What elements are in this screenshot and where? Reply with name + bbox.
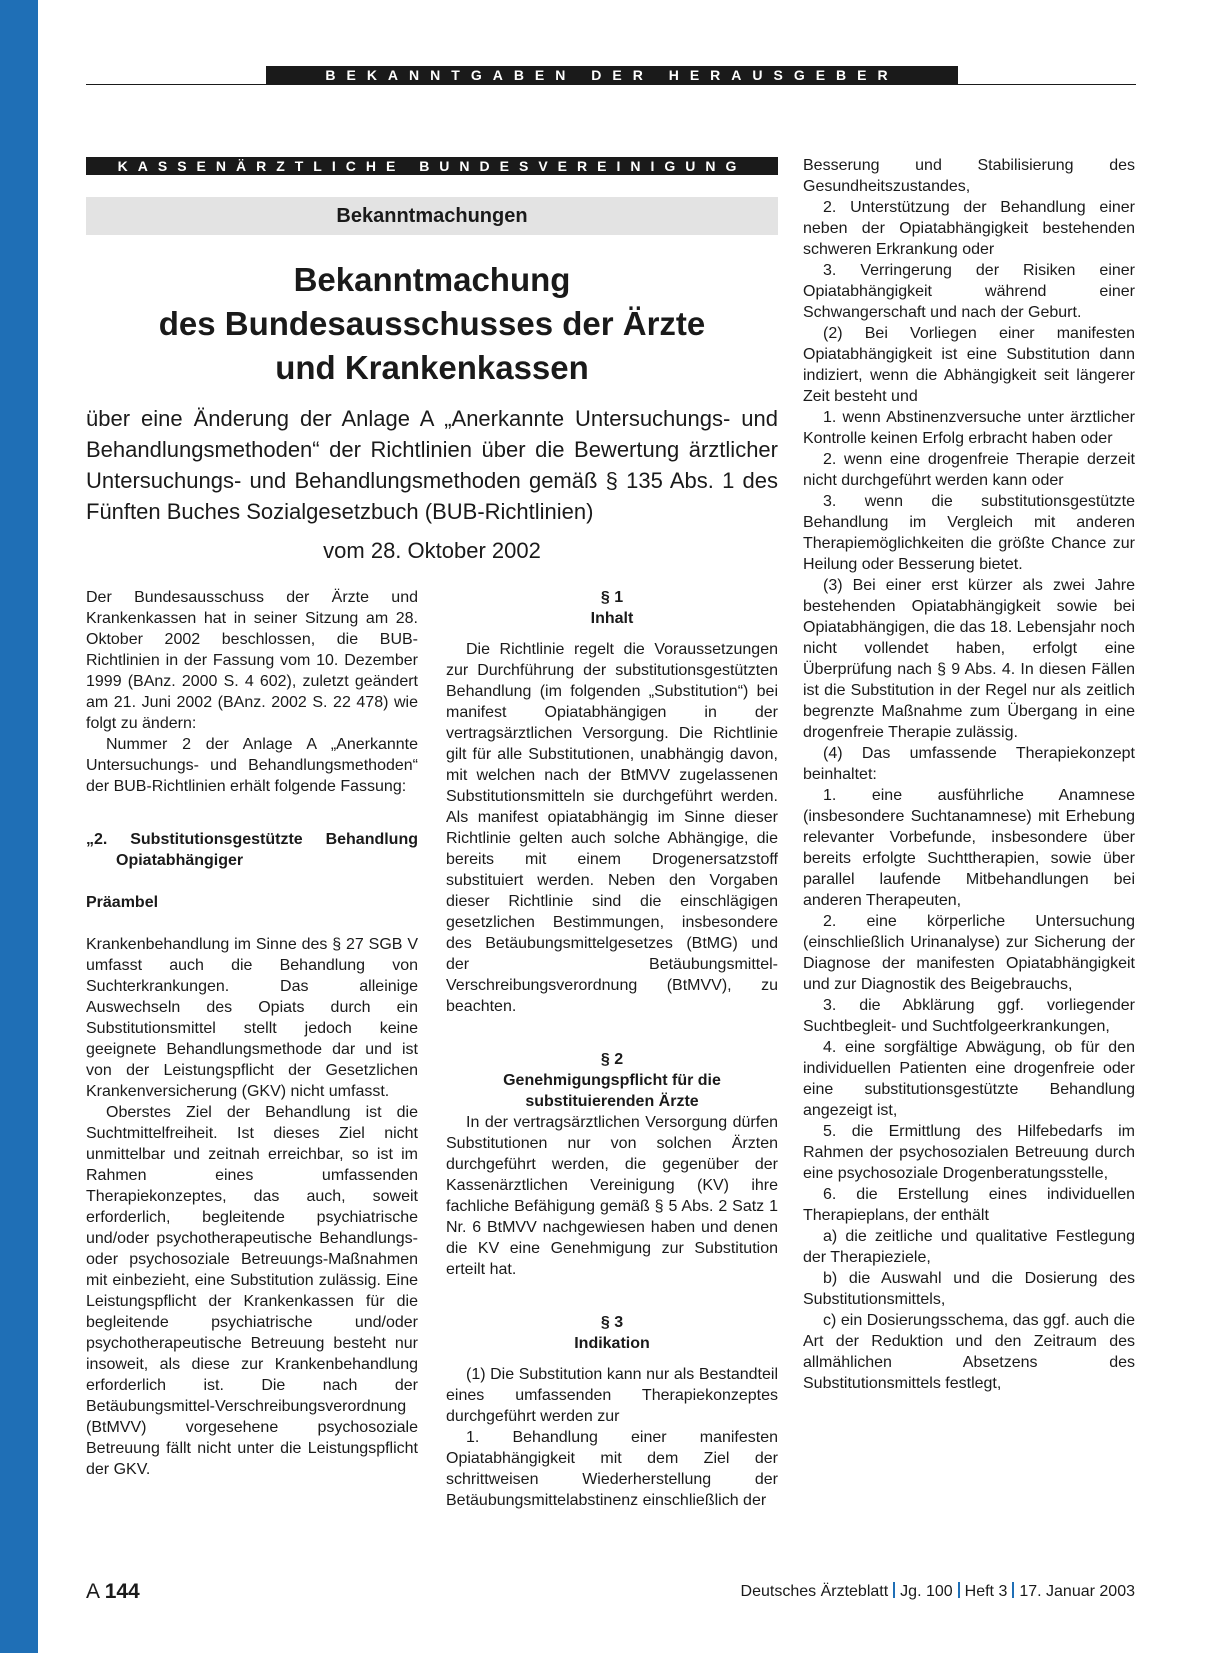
journal-volume: Jg. 100 (900, 1583, 953, 1600)
body-paragraph: 6. die Erstellung eines individuellen Therapieplans, der enthält (803, 1186, 1135, 1224)
paragraph-title: Indikation (574, 1335, 650, 1352)
article-title (86, 258, 778, 390)
body-paragraph: b) die Auswahl und die Dosierung des Substitutionsmittels, (803, 1270, 1135, 1308)
body-paragraph: Besserung und Stabilisierung des Gesundheitszustandes, (803, 157, 1135, 195)
journal-name: Deutsches Ärzteblatt (740, 1583, 889, 1600)
body-paragraph: (4) Das umfassende Therapiekonzept beinhaltet: (803, 745, 1135, 783)
section-header-band: BEKANNTGABEN DER HERAUSGEBER (266, 66, 958, 84)
paragraph-title: substituierenden Ärzte (525, 1093, 699, 1110)
body-paragraph: 4. eine sorgfältige Abwägung, ob für den individuellen Patienten eine drogenfreie oder eine substitutionsgestützte Behandlung angezeigt ist, (803, 1039, 1135, 1119)
body-paragraph: Die Richtlinie regelt die Voraussetzungen zur Durchführung der substitutionsgestützten Behandlung (im folgenden „Substitution“) bei manifest Opiatabhängigen in der vertragsärztlichen Versorgung. Die Richtlinie gilt für alle Substitutionen, unabhängig davon, mit welchen nach der BtMVV zugelassenen Substitutionsmitteln sie durchgeführt werden. Als manifest opiatabhängig im Sinne dieser Richtlinie gelten auch solche Abhängige, die bereits mit einem Drogenersatzstoff substituiert werden. Neben den Vorgaben dieser Richtlinie sind die einschlägigen gesetzlichen Bestimmungen, insbesondere des Betäubungsmittelgesetzes (BtMG) und der Betäubungsmittel-Verschreibungsverordnung (BtMVV), zu beachten. (446, 641, 778, 1015)
body-paragraph: 3. wenn die substitutionsgestützte Behandlung im Vergleich mit anderen Therapiemöglichkeiten die größte Chance zur Heilung oder Besserung bietet. (803, 493, 1135, 573)
header-rule (86, 84, 1136, 85)
preamble-paragraph: Krankenbehandlung im Sinne des § 27 SGB V umfasst auch die Behandlung von Suchterkrankungen. Das alleinige Auswechseln des Opiats durch ein Substitutionsmittel stellt jedoch keine geeignete Behandlungsmethode dar und ist von der Leistungspflicht der Gesetzlichen Krankenversicherung (GKV) nicht umfasst. (86, 936, 418, 1100)
body-paragraph: 5. die Ermittlung des Hilfebedarfs im Rahmen der psychosozialen Betreuung durch eine psychosoziale Drogenberatungsstelle, (803, 1123, 1135, 1182)
page-prefix: A (86, 1580, 99, 1603)
title-line: Bekanntmachung (293, 261, 571, 298)
journal-citation (741, 1582, 1135, 1602)
article-subtitle: über eine Änderung der Anlage A „Anerkannte Untersuchungs- und Behandlungsmethoden“ der Richtlinien über die Bewertung ärztlicher Untersuchungs- und Behandlungsmethoden gemäß § 135 Abs. 1 des Fünften Buches Sozialgesetzbuch (BUB-Richtlinien) (86, 406, 778, 524)
section-heading: „2. Substitutionsgestützte Behandlung Opiatabhängiger (86, 831, 418, 869)
body-paragraph: 2. eine körperliche Untersuchung (einschließlich Urinanalyse) zur Sicherung der Diagnose der manifesten Opiatabhängigkeit und zur Diagnostik des Beigebrauchs, (803, 913, 1135, 993)
left-accent-bar (0, 0, 38, 1653)
body-paragraph: (3) Bei einer erst kürzer als zwei Jahre bestehenden Opiatabhängigkeit sowie bei Opiatabhängigen, die das 18. Lebensjahr noch nicht vollendet haben, erfolgt eine Überprüfung nach § 9 Abs. 4. In diesen Fällen ist die Substitution in der Regel nur als zeitlich begrenzte Maßnahme zum Übergang in eine drogenfreie Therapie zulässig. (803, 577, 1135, 741)
rubric-band: Bekanntmachungen (86, 197, 778, 235)
body-paragraph: 1. eine ausführliche Anamnese (insbesondere Suchtanamnese) mit Erhebung relevanter Vorbefunde, insbesondere über bereits erfolgte Suchttherapien, sowie über parallel laufende Mitbehandlungen bei anderen Therapeuten, (803, 787, 1135, 909)
body-paragraph: 1. Behandlung einer manifesten Opiatabhängigkeit mit dem Ziel der schrittweisen Wiederherstellung der Betäubungsmittelabstinenz einschließlich der (446, 1429, 778, 1509)
preamble-paragraph: Oberstes Ziel der Behandlung ist die Suchtmittelfreiheit. Ist dieses Ziel nicht unmittelbar und zeitnah erreichbar, so ist im Rahmen eines umfassenden Therapiekonzeptes, das auch, soweit erforderlich, begleitende psychiatrische und/oder psychotherapeutische Behandlungs- oder psychosoziale Betreuungs-Maßnahmen mit einbezieht, eine Substitution zulässig. Eine Leistungspflicht der Krankenkassen für die begleitende psychiatrische und/oder psychotherapeutische Betreuung besteht nur insoweit, als diese zur Krankenbehandlung erforderlich ist. Die nach der Betäubungsmittel-Verschreibungsverordnung (BtMVV) vorgesehene psychosoziale Betreuung fällt nicht unter die Leistungspflicht der GKV. (86, 1104, 418, 1478)
article-date: vom 28. Oktober 2002 (323, 538, 541, 563)
text-column-1 (86, 587, 418, 1480)
text-column-2 (446, 587, 778, 1511)
title-line: und Krankenkassen (275, 349, 589, 386)
paragraph-title: Genehmigungspflicht für die (503, 1072, 721, 1089)
page-number-value: 144 (104, 1580, 140, 1603)
body-paragraph: 3. die Abklärung ggf. vorliegender Suchtbegleit- und Suchtfolgeerkrankungen, (803, 997, 1135, 1035)
body-paragraph: (1) Die Substitution kann nur als Bestandteil eines umfassenden Therapiekonzeptes durchgeführt werden zur (446, 1366, 778, 1425)
paragraph-title: Inhalt (590, 610, 634, 627)
paragraph-number: § 2 (600, 1051, 624, 1068)
paragraph-number: § 1 (600, 589, 624, 606)
intro-paragraph-2: Nummer 2 der Anlage A „Anerkannte Untersuchungs- und Behandlungsmethoden“ der BUB-Richtlinien erhält folgende Fassung: (86, 736, 418, 795)
body-paragraph: 1. wenn Abstinenzversuche unter ärztlicher Kontrolle keinen Erfolg erbracht haben oder (803, 409, 1135, 447)
body-paragraph: 2. wenn eine drogenfreie Therapie derzeit nicht durchgeführt werden kann oder (803, 451, 1135, 489)
body-paragraph: 2. Unterstützung der Behandlung einer neben der Opiatabhängigkeit bestehenden schweren Erkrankung oder (803, 199, 1135, 258)
intro-paragraph: Der Bundesausschuss der Ärzte und Krankenkassen hat in seiner Sitzung am 28. Oktober 2002 beschlossen, die BUB-Richtlinien in der Fassung vom 10. Dezember 1999 (BAnz. 2000 S. 4 602), zuletzt geändert am 21. Juni 2002 (BAnz. 2002 S. 22 478) wie folgt zu ändern: (86, 589, 418, 732)
body-paragraph: In der vertragsärztlichen Versorgung dürfen Substitutionen nur von solchen Ärzten durchgeführt werden, die gegenüber der Kassenärztlichen Vereinigung (KV) ihre fachliche Befähigung gemäß § 5 Abs. 2 Satz 1 Nr. 6 BtMVV nachgewiesen haben und denen die KV eine Genehmigung zur Substitution erteilt hat. (446, 1114, 778, 1278)
body-paragraph: a) die zeitliche und qualitative Festlegung der Therapieziele, (803, 1228, 1135, 1266)
journal-issue: Heft 3 (964, 1583, 1008, 1600)
title-line: des Bundesausschusses der Ärzte (158, 305, 706, 342)
preamble-heading: Präambel (86, 894, 159, 911)
body-paragraph: (2) Bei Vorliegen einer manifesten Opiatabhängigkeit ist eine Substitution dann indiziert, wenn die Abhängigkeit seit längerer Zeit besteht und (803, 325, 1135, 405)
text-column-3 (803, 155, 1135, 1394)
body-paragraph: 3. Verringerung der Risiken einer Opiatabhängigkeit während einer Schwangerschaft und nach der Geburt. (803, 262, 1135, 321)
organization-band: KASSENÄRZTLICHE BUNDESVEREINIGUNG (86, 157, 778, 175)
journal-date: 17. Januar 2003 (1019, 1583, 1135, 1600)
paragraph-number: § 3 (600, 1314, 624, 1331)
page-number (86, 1580, 140, 1604)
body-paragraph: c) ein Dosierungsschema, das ggf. auch die Art der Reduktion und den Zeitraum des allmählichen Absetzens des Substitutionsmittels festlegt, (803, 1312, 1135, 1392)
